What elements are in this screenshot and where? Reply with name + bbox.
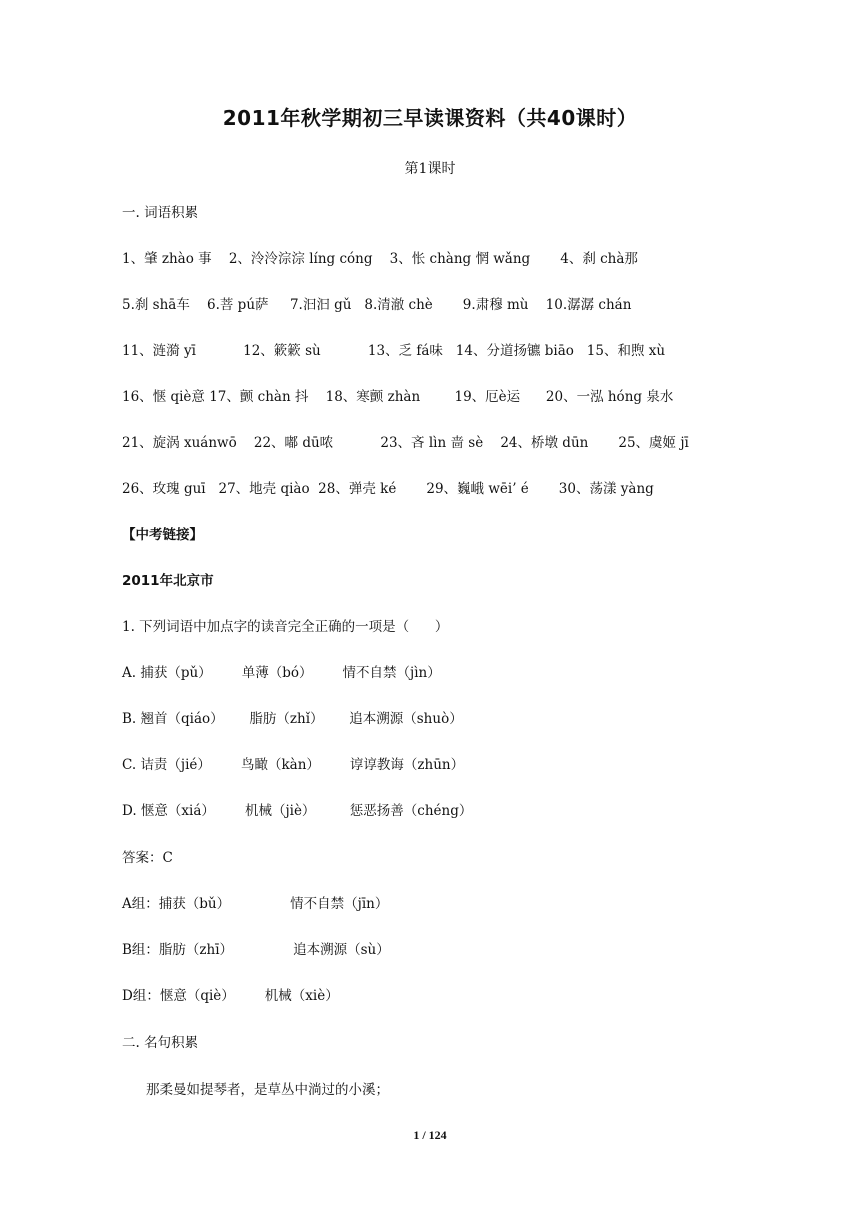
explanation-line: B组：脂肪（zhī） 追本溯源（sù）: [122, 942, 390, 958]
answer: 答案：C: [122, 850, 173, 866]
question-option: B. 翘首（qiáo） 脂肪（zhǐ） 追本溯源（shuò）: [122, 711, 463, 727]
explanation-line: A组：捕获（bǔ） 情不自禁（jīn）: [122, 896, 389, 912]
document-title: 2011年秋学期初三早读课资料（共40课时）: [222, 106, 638, 130]
page-number: 1 / 124: [413, 1128, 447, 1142]
lesson-label: 第1课时: [404, 161, 456, 177]
vocab-row: 26、玫瑰 guī 27、地壳 qiào 28、弹壳 ké 29、巍峨 wēi’ é 30、荡漾 yàng: [122, 481, 654, 497]
vocab-row: 5.刹 shā车 6.菩 pú萨 7.汩汩 gǔ 8.清澈 chè 9.肃穆 mù 10.潺潺 chán: [122, 297, 632, 313]
question-option: D. 惬意（xiá） 机械（jiè） 惩恶扬善（chéng）: [122, 803, 473, 819]
vocab-row: 16、惬 qiè意 17、颤 chàn 抖 18、寒颤 zhàn 19、厄è运 20、一泓 hóng 泉水: [122, 389, 674, 405]
exam-link-heading: 【中考链接】: [122, 527, 203, 543]
vocab-row: 21、旋涡 xuánwō 22、嘟 dū哝 23、吝 lìn 啬 sè 24、桥墩 dūn 25、虞姬 jī: [122, 435, 689, 451]
question-stem: 1. 下列词语中加点字的读音完全正确的一项是（ ）: [122, 619, 449, 635]
vocab-row: 1、肇 zhào 事 2、泠泠淙淙 líng cóng 3、怅 chàng 惘 wǎng 4、刹 chà那: [122, 251, 638, 267]
question-option: C. 诘责（jié） 鸟瞰（kàn） 谆谆教诲（zhūn）: [122, 757, 465, 773]
quote-text: 那柔曼如提琴者，是草丛中淌过的小溪；: [146, 1082, 389, 1098]
section1-heading: 一. 词语积累: [122, 205, 199, 221]
section2-heading: 二. 名句积累: [122, 1035, 199, 1051]
question-option: A. 捕获（pǔ） 单薄（bó） 情不自禁（jìn）: [122, 665, 441, 681]
vocab-row: 11、涟漪 yī 12、簌簌 sù 13、乏 fá味 14、分道扬镳 biāo 15、和煦 xù: [122, 343, 666, 359]
exam-source: 2011年北京市: [122, 573, 214, 589]
explanation-line: D组：惬意（qiè） 机械（xiè）: [122, 988, 339, 1004]
